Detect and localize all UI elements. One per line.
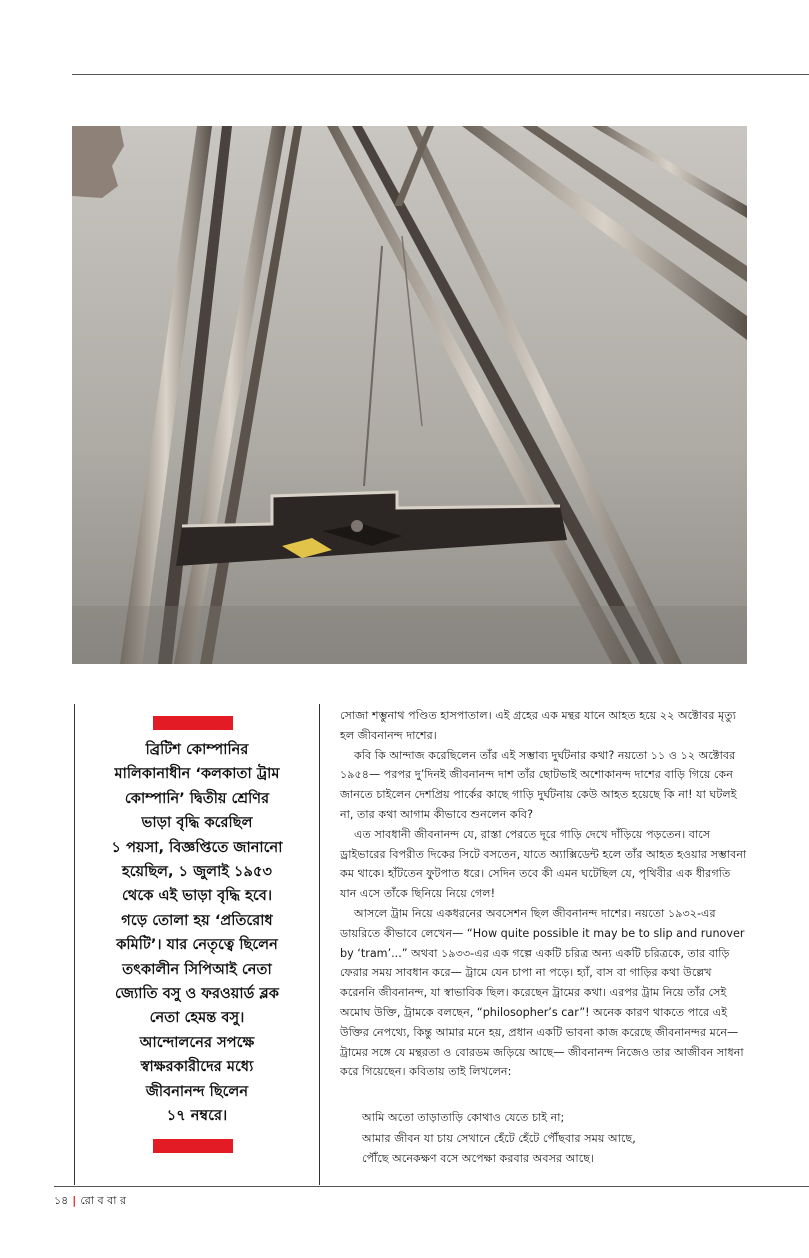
pull-quote-line: ব্রিটিশ কোম্পানির (145, 741, 249, 758)
pull-quote-line: আন্দোলনের সপক্ষে (139, 1033, 255, 1051)
poem-line: পৌঁছে অনেকক্ষণ বসে অপেক্ষা করবার অবসর আছে। (362, 1152, 595, 1165)
article-paragraph: কবি কি আন্দাজ করেছিলেন তাঁর এই সম্ভাব্য দুর্ঘটনার কথা? নয়তো ১১ ও ১২ অক্টোবর ১৯৫৪— পরপর দু’দিনই জীবনানন্দ দাশ তাঁর ছোটভাই অশোকানন্দ দাশের বাড়ি গিয়ে কেন জানতে চাইলেন দেশপ্রিয় পার্কের কাছে গাড়ি দুর্ঘটনায় কেউ আহত হয়েছে কি না! যা ঘটলই না, তার কথা আগাম কীভাবে শুনলেন কবি? (340, 748, 737, 821)
pull-quote-line: ১ পয়সা, বিজ্ঞপ্তিতে জানানো (111, 838, 283, 856)
article-paragraph: আসলে ট্রাম নিয়ে একধরনের অবসেশন ছিল জীবনানন্দ দাশের। নয়তো ১৯৩২-এর ডায়রিতে কীভাবে লেখেন— “How quite possible it may be to slip and runover by ‘tram’...” অথবা ১৯৩৩-এর এক গল্পে একটি চরিত্র অন্য একটি চরিত্রকে, তার বাড়ি ফেরার সময় সাবধান করে— ট্রামে যেন চাপা না পড়ে। হ্যাঁ, বাস বা গাড়ির কথা উল্লেখ করেননি জীবনানন্দ, যা স্বাভাবিক ছিল। করেছেন ট্রামের কথা। এরপর ট্রাম নিয়ে তাঁর সেই অমোঘ উক্তি, ট্রামকে বলছেন, “philosopher’s car”! অনেক কারণ থাকতে পারে এই উক্তির নেপথ্যে, কিন্তু আমার মনে হয়, প্রধান একটি ভাবনা কাজ করেছে জীবনানন্দর মনে— ট্রামের সঙ্গে যে মন্থরতা ও বোরডম জড়িয়ে আছে— জীবনানন্দ নিজেও তার আজীবন সাধনা করে গিয়েছেন। কবিতায় তাই লিখলেন: (340, 906, 745, 1079)
pull-quote-line: গড়ে তোলা হয় ‘প্রতিরোধ (121, 911, 273, 929)
pull-quote-line: তৎকালীন সিপিআই নেতা (122, 960, 272, 978)
poem-line: আমি অতো তাড়াতাড়ি কোথাও যেতে চাই না; (362, 1111, 565, 1124)
top-rule (72, 74, 809, 75)
pull-quote-line: ভাড়া বৃদ্ধি করেছিল (141, 814, 253, 832)
pull-quote (81, 738, 313, 1129)
red-accent-bar-bottom (153, 1139, 233, 1153)
tram-tracks-photo (72, 126, 747, 664)
pull-quote-line: থেকে এই ভাড়া বৃদ্ধি হবে। (121, 887, 273, 905)
poem-line: আমার জীবন যা চায় সেখানে হেঁটে হেঁটে পৌঁছবার সময় আছে, (362, 1131, 636, 1145)
red-accent-bar-top (153, 716, 233, 730)
article-body (340, 706, 750, 1082)
pull-quote-line: নেতা হেমন্ত বসু। (149, 1009, 245, 1027)
poem-excerpt (362, 1108, 742, 1170)
folio-separator: | (72, 1194, 77, 1207)
bottom-rule (54, 1186, 809, 1187)
magazine-name: রো ব বা র (80, 1194, 126, 1207)
pull-quote-box (74, 704, 320, 1185)
folio (54, 1192, 126, 1211)
pull-quote-line: স্বাক্ষরকারীদের মধ্যে (140, 1058, 254, 1076)
article-paragraph: সোজা শম্ভুনাথ পণ্ডিত হাসপাতাল। এই গ্রহের এক মন্থর যানে আহত হয়ে ২২ অক্টোবর মৃত্যু হল জীবনানন্দ দাশের। (340, 709, 736, 742)
pull-quote-line: কোম্পানি’ দ্বিতীয় শ্রেণির (124, 789, 270, 807)
pull-quote-line: মালিকানাধীন ‘কলকাতা ট্রাম (114, 765, 280, 783)
pull-quote-line: হয়েছিল, ১ জুলাই ১৯৫৩ (122, 863, 272, 881)
page-number: ১৪ (54, 1194, 69, 1207)
pull-quote-line: কমিটি’। যার নেতৃত্বে ছিলেন (116, 936, 278, 954)
pull-quote-line: জীবনানন্দ ছিলেন (145, 1082, 249, 1100)
article-paragraph: এত সাবধানী জীবনানন্দ যে, রাস্তা পেরতে দূরে গাড়ি দেখে দাঁড়িয়ে পড়তেন। বাসে ড্রাইভারের বিপরীত দিকের সিটে বসতেন, যাতে অ্যাক্সিডেন্ট হলে তাঁর আহত হওয়ার সম্ভাবনা কম থাকে। হাঁটতেন ফুটপাত ধরে। সেদিন তবে কী এমন ঘটেছিল যে, পৃথিবীর এক ধীরগতি যান এসে তাঁকে ছিনিয়ে নিয়ে গেল! (340, 827, 747, 901)
pull-quote-line: ১৭ নম্বরে। (166, 1107, 228, 1125)
pull-quote-line: জ্যোতি বসু ও ফরওয়ার্ড ব্লক (115, 985, 279, 1003)
